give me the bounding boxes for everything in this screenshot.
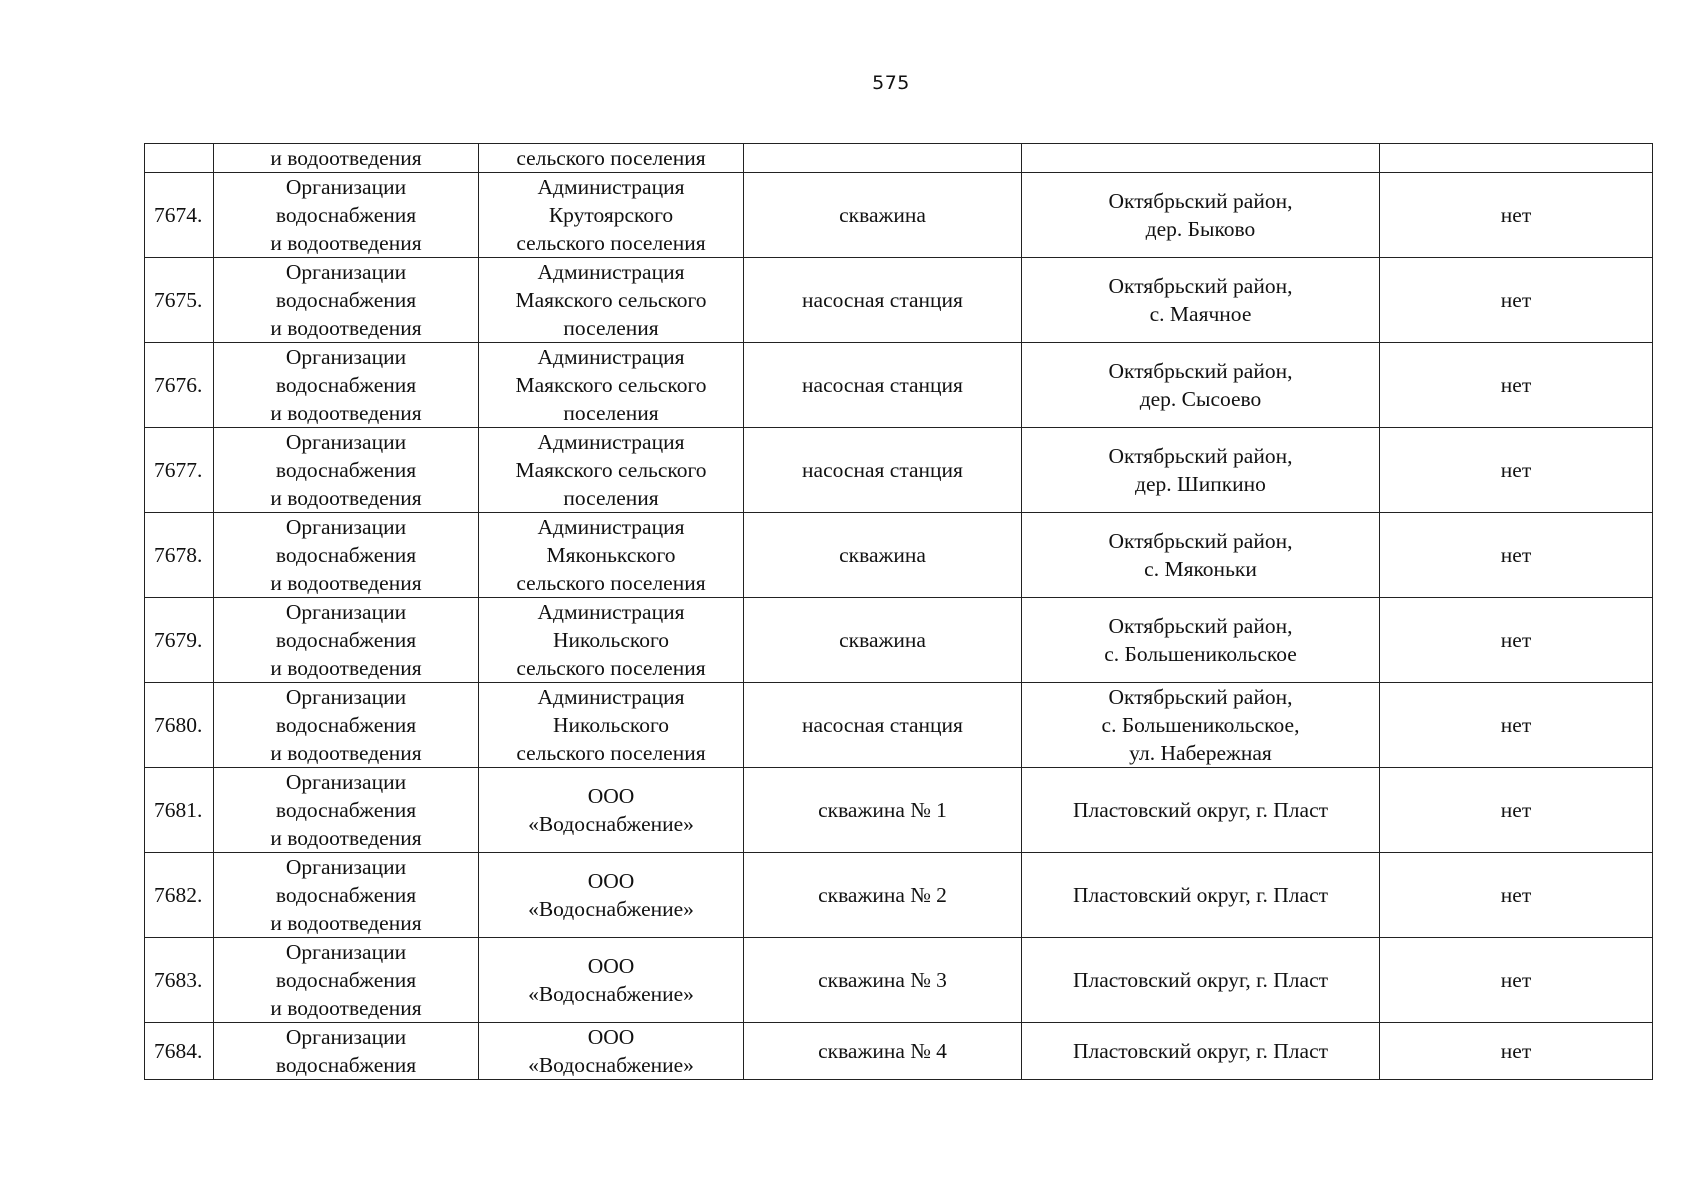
table-row-continuation: [145, 144, 1653, 173]
org-type-cell: Организации водоснабжения и водоотведения: [214, 258, 479, 343]
location-cell: Октябрьский район, дер. Шипкино: [1022, 428, 1380, 513]
flag-cell: нет: [1380, 258, 1653, 343]
organization-cell: ООО «Водоснабжение»: [479, 938, 744, 1023]
object-cell: скважина № 2: [744, 853, 1022, 938]
table-row: [145, 853, 1653, 938]
object-cell: [744, 144, 1022, 173]
org-type-cell: Организации водоснабжения и водоотведения: [214, 173, 479, 258]
flag-cell: нет: [1380, 1023, 1653, 1080]
location-cell: Октябрьский район, с. Мяконьки: [1022, 513, 1380, 598]
organization-cell: сельского поселения: [479, 144, 744, 173]
row-number-cell: [145, 144, 214, 173]
object-cell: насосная станция: [744, 428, 1022, 513]
row-number-cell: 7678.: [145, 513, 214, 598]
table-row: [145, 768, 1653, 853]
location-cell: Пластовский округ, г. Пласт: [1022, 853, 1380, 938]
table-row: [145, 173, 1653, 258]
organization-cell: Администрация Маякского сельского поселения: [479, 343, 744, 428]
flag-cell: [1380, 144, 1653, 173]
org-type-cell: Организации водоснабжения и водоотведения: [214, 853, 479, 938]
location-cell: Октябрьский район, дер. Сысоево: [1022, 343, 1380, 428]
object-cell: скважина: [744, 598, 1022, 683]
table-row: [145, 513, 1653, 598]
org-type-cell: Организации водоснабжения и водоотведения: [214, 343, 479, 428]
registry-table: [144, 143, 1653, 1080]
table-row: [145, 938, 1653, 1023]
org-type-cell: Организации водоснабжения и водоотведения: [214, 428, 479, 513]
flag-cell: нет: [1380, 768, 1653, 853]
flag-cell: нет: [1380, 598, 1653, 683]
org-type-cell: Организации водоснабжения и водоотведения: [214, 938, 479, 1023]
organization-cell: Администрация Крутоярского сельского поселения: [479, 173, 744, 258]
table-row: [145, 1023, 1653, 1080]
flag-cell: нет: [1380, 853, 1653, 938]
table-row: [145, 258, 1653, 343]
object-cell: скважина № 1: [744, 768, 1022, 853]
row-number-cell: 7680.: [145, 683, 214, 768]
organization-cell: Администрация Никольского сельского поселения: [479, 598, 744, 683]
flag-cell: нет: [1380, 938, 1653, 1023]
org-type-cell: Организации водоснабжения и водоотведения: [214, 683, 479, 768]
flag-cell: нет: [1380, 513, 1653, 598]
org-type-cell: Организации водоснабжения: [214, 1023, 479, 1080]
organization-cell: ООО «Водоснабжение»: [479, 853, 744, 938]
object-cell: скважина: [744, 513, 1022, 598]
row-number-cell: 7677.: [145, 428, 214, 513]
organization-cell: Администрация Маякского сельского поселения: [479, 428, 744, 513]
object-cell: скважина: [744, 173, 1022, 258]
row-number-cell: 7674.: [145, 173, 214, 258]
row-number-cell: 7675.: [145, 258, 214, 343]
location-cell: Пластовский округ, г. Пласт: [1022, 768, 1380, 853]
org-type-cell: Организации водоснабжения и водоотведения: [214, 513, 479, 598]
location-cell: Октябрьский район, дер. Быково: [1022, 173, 1380, 258]
object-cell: скважина № 3: [744, 938, 1022, 1023]
row-number-cell: 7682.: [145, 853, 214, 938]
flag-cell: нет: [1380, 173, 1653, 258]
location-cell: Пластовский округ, г. Пласт: [1022, 938, 1380, 1023]
organization-cell: Администрация Маякского сельского поселения: [479, 258, 744, 343]
object-cell: насосная станция: [744, 258, 1022, 343]
location-cell: Октябрьский район, с. Маячное: [1022, 258, 1380, 343]
table-row: [145, 598, 1653, 683]
flag-cell: нет: [1380, 683, 1653, 768]
location-cell: Октябрьский район, с. Большеникольское: [1022, 598, 1380, 683]
object-cell: скважина № 4: [744, 1023, 1022, 1080]
table-row: [145, 343, 1653, 428]
flag-cell: нет: [1380, 343, 1653, 428]
location-cell: [1022, 144, 1380, 173]
row-number-cell: 7676.: [145, 343, 214, 428]
object-cell: насосная станция: [744, 343, 1022, 428]
row-number-cell: 7679.: [145, 598, 214, 683]
organization-cell: Администрация Никольского сельского поселения: [479, 683, 744, 768]
row-number-cell: 7683.: [145, 938, 214, 1023]
org-type-cell: Организации водоснабжения и водоотведения: [214, 768, 479, 853]
page-number: 575: [872, 72, 910, 94]
org-type-cell: и водоотведения: [214, 144, 479, 173]
flag-cell: нет: [1380, 428, 1653, 513]
organization-cell: ООО «Водоснабжение»: [479, 1023, 744, 1080]
organization-cell: Администрация Мяконькского сельского поселения: [479, 513, 744, 598]
org-type-cell: Организации водоснабжения и водоотведения: [214, 598, 479, 683]
location-cell: Пластовский округ, г. Пласт: [1022, 1023, 1380, 1080]
row-number-cell: 7684.: [145, 1023, 214, 1080]
table-row: [145, 683, 1653, 768]
row-number-cell: 7681.: [145, 768, 214, 853]
location-cell: Октябрьский район, с. Большеникольское, ул. Набережная: [1022, 683, 1380, 768]
table-row: [145, 428, 1653, 513]
object-cell: насосная станция: [744, 683, 1022, 768]
organization-cell: ООО «Водоснабжение»: [479, 768, 744, 853]
